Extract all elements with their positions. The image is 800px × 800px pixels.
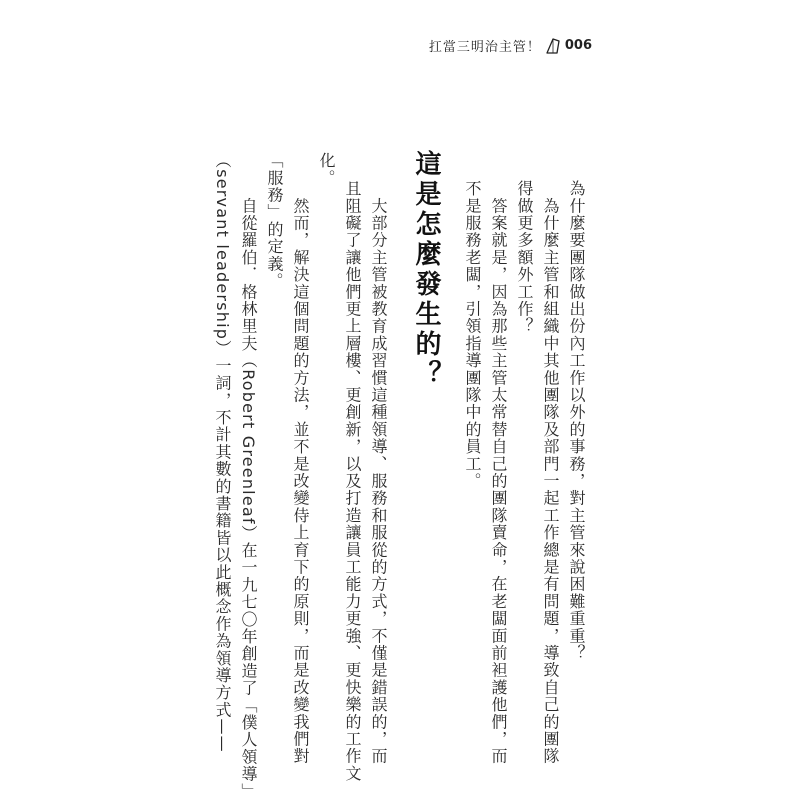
body-line-12: （servant leadership）一詞，不計其數的書籍皆以此概念作為領導方式—— <box>213 152 232 753</box>
body-line-9: 然而，解決這個問題的方法，並不是改變侍上育下的原則，而是改變我們對 <box>291 180 310 765</box>
section-heading: 這是怎麼發生的？ <box>411 150 441 390</box>
body-line-11: 自從羅伯．格林里夫（Robert Greenleaf）在一九七〇年創造了「僕人領導」 <box>239 180 258 800</box>
body-line-4: 答案就是，因為那些主管太常替自己的團隊賣命，在老闆面前袒護他們，而 <box>489 180 508 765</box>
page-corner-icon <box>545 37 561 55</box>
body-line-8: 化。 <box>317 152 336 187</box>
body-line-1: 為什麼要團隊做出份內工作以外的事務，對主管來說困難重重？ <box>567 180 586 662</box>
body-line-5: 不是服務老闆，引領指導團隊中的員工。 <box>463 180 482 490</box>
running-header <box>429 36 592 55</box>
body-line-7: 且阻礙了讓他們更上層樓、更創新，以及打造讓員工能力更強、更快樂的工作文 <box>343 180 362 782</box>
body-line-2: 為什麼主管和組織中其他團隊及部門一起工作總是有問題，導致自己的團隊 <box>541 180 560 765</box>
body-line-10: 「服務」的定義。 <box>265 152 284 290</box>
running-title: 扛當三明治主管！ <box>428 40 541 55</box>
body-line-6: 大部分主管被教育成習慣這種領導、服務和服從的方式，不僅是錯誤的，而 <box>369 180 388 765</box>
body-line-3: 得做更多額外工作？ <box>515 180 534 335</box>
page-number: 006 <box>564 38 592 53</box>
